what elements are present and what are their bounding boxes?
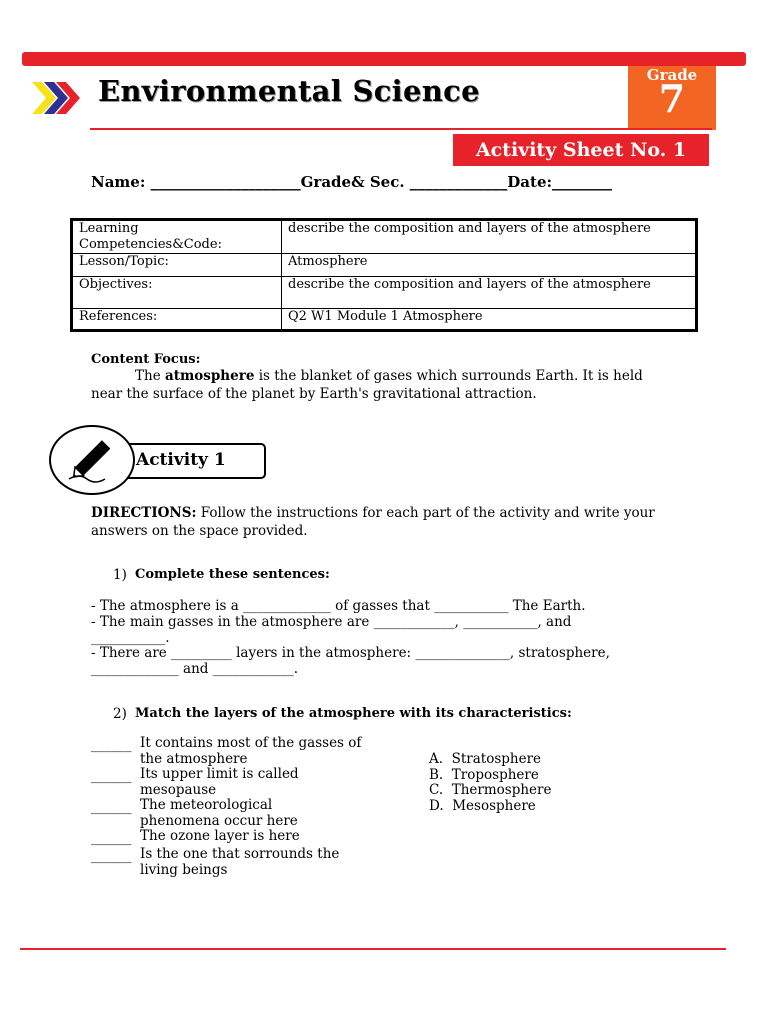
item-text: Its upper limit is called mesopause xyxy=(140,766,299,798)
chevron-logo-icon xyxy=(26,78,82,118)
activity-label-box xyxy=(118,443,266,479)
match-items xyxy=(91,736,381,878)
content-focus-text: is the blanket of gases which surrounds Earth. It is held near the surface of the planet by Earth's gravitational attraction. xyxy=(91,368,643,402)
table-key: Learning Competencies&Code: xyxy=(72,220,282,254)
item-text: The meteorological phenomena occur here xyxy=(140,797,298,829)
table-row xyxy=(72,277,697,309)
part1-line: - The main gasses in the atmosphere are ____________, ___________, and xyxy=(91,614,572,630)
part2-heading: Match the layers of the atmosphere with its characteristics: xyxy=(135,706,572,721)
answer-blank: ______ xyxy=(91,848,132,864)
activity-sheet-label: Activity Sheet No. 1 xyxy=(475,139,687,161)
table-key: Lesson/Topic: xyxy=(72,254,282,277)
choice-item: D. Mesosphere xyxy=(429,797,536,814)
grade-number: 7 xyxy=(658,76,686,121)
table-value: Q2 W1 Module 1 Atmosphere xyxy=(282,309,697,331)
choice-item: B. Troposphere xyxy=(429,766,539,783)
table-row xyxy=(72,220,697,254)
part1-line: - There are _________ layers in the atmosphere: ______________, stratosphere, xyxy=(91,645,610,661)
choice-item: A. Stratosphere xyxy=(429,751,542,767)
activity-sheet-banner xyxy=(453,134,709,166)
part2-number: 2) xyxy=(113,706,127,722)
answer-blank: ______ xyxy=(91,799,132,815)
content-focus-paragraph xyxy=(91,367,661,403)
page-title: Environmental Science xyxy=(98,74,480,108)
part1-number: 1) xyxy=(113,567,127,583)
table-key: Objectives: xyxy=(72,277,282,309)
part1-heading: Complete these sentences: xyxy=(135,567,330,582)
part1-line: - The atmosphere is a _____________ of gasses that ___________ The Earth. xyxy=(91,598,586,614)
directions-label: DIRECTIONS: xyxy=(91,505,197,521)
title-underline xyxy=(90,128,712,130)
table-key: References: xyxy=(72,309,282,331)
part1-line: ___________. xyxy=(91,630,170,646)
table-value: Atmosphere xyxy=(282,254,697,277)
pencil-icon xyxy=(65,435,119,485)
content-focus-prefix: The xyxy=(135,368,165,384)
answer-blank: ______ xyxy=(91,830,132,846)
answer-blank: ______ xyxy=(91,737,132,753)
student-info-line: Name: ____________________Grade& Sec. _____________Date:________ xyxy=(91,173,613,191)
item-text: It contains most of the gasses of the atmosphere xyxy=(140,735,362,767)
choice-item: C. Thermosphere xyxy=(429,782,552,798)
directions-body: Follow the instructions for each part of the activity and write your answers on the space provided. xyxy=(91,505,655,539)
content-focus-bold: atmosphere xyxy=(164,368,255,384)
content-focus-heading: Content Focus: xyxy=(91,352,201,367)
activity-label: Activity 1 xyxy=(136,450,226,470)
choices-list xyxy=(429,752,552,814)
list-item xyxy=(91,767,381,798)
grade-badge xyxy=(628,66,716,130)
item-text: Is the one that sorrounds the living beings xyxy=(140,846,340,878)
answer-blank: ______ xyxy=(91,768,132,784)
item-text: The ozone layer is here xyxy=(140,828,300,844)
table-row xyxy=(72,254,697,277)
footer-line xyxy=(20,948,726,950)
list-item xyxy=(91,798,381,829)
part1-line: _____________ and ____________. xyxy=(91,661,299,677)
header-top-bar xyxy=(22,52,746,66)
grade-label: Grade xyxy=(646,66,698,84)
activity-icon-circle xyxy=(49,425,135,495)
list-item xyxy=(91,736,381,767)
list-item xyxy=(91,847,381,878)
table-row xyxy=(72,309,697,331)
lesson-info-table xyxy=(70,218,698,332)
directions-text xyxy=(91,504,666,540)
list-item xyxy=(91,829,381,847)
table-value: describe the composition and layers of the atmosphere xyxy=(282,277,697,309)
table-value: describe the composition and layers of the atmosphere xyxy=(282,220,697,254)
